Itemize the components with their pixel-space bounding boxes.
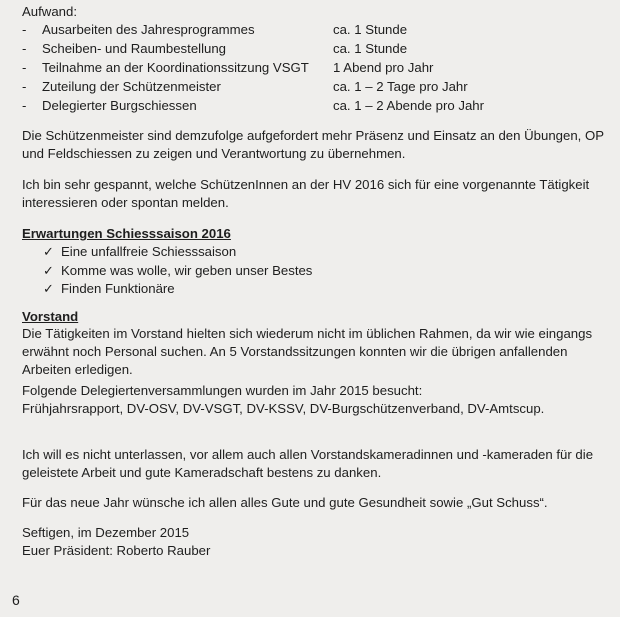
list-dash: - (22, 79, 27, 94)
board-heading: Vorstand (22, 309, 79, 324)
effort-task: Ausarbeiten des Jahresprogrammes (42, 22, 255, 37)
checkmark-icon: ✓ (43, 281, 55, 296)
effort-amount: ca. 1 – 2 Abende pro Jahr (333, 98, 485, 113)
delegates-list: Frühjahrsrapport, DV-OSV, DV-VSGT, DV-KSSV, DV-Burgschützenverband, DV-Amtscup. (22, 401, 545, 416)
paragraph-duty: Die Schützenmeister sind demzufolge aufgefordert mehr Präsenz und Einsatz an den Übungen, OP und Feldschiessen zu zeigen und Verantwortung zu übernehmen. (22, 128, 604, 161)
check-item (43, 243, 236, 261)
check-item (43, 280, 175, 298)
list-dash: - (22, 41, 27, 56)
effort-amount: ca. 1 Stunde (333, 22, 408, 37)
expectations-heading: Erwartungen Schiesssaison 2016 (22, 226, 231, 241)
paragraph-thanks: Ich will es nicht unterlassen, vor allem auch allen Vorstandskameradinnen und -kameraden für die geleistete Arbeit und gute Kameradschaft bestens zu danken. (22, 447, 594, 480)
effort-amount: ca. 1 Stunde (333, 41, 408, 56)
effort-title: Aufwand: (22, 4, 77, 19)
paragraph-curious: Ich bin sehr gespannt, welche SchützenInnen an der HV 2016 sich für eine vorgenannte Tätigkeit interessieren oder spontan melden. (22, 177, 590, 210)
check-item (43, 262, 312, 280)
check-item-label: Eine unfallfreie Schiesssaison (61, 244, 237, 259)
signature-place-date: Seftigen, im Dezember 2015 (22, 525, 190, 540)
check-item-label: Finden Funktionäre (61, 281, 175, 296)
checkmark-icon: ✓ (43, 263, 55, 278)
effort-task: Zuteilung der Schützenmeister (42, 79, 221, 94)
list-dash: - (22, 98, 27, 113)
check-item-label: Komme was wolle, wir geben unser Bestes (61, 263, 313, 278)
list-dash: - (22, 22, 27, 37)
list-dash: - (22, 60, 27, 75)
paragraph-board: Die Tätigkeiten im Vorstand hielten sich wiederum nicht im üblichen Rahmen, da wir wie eingangs erwähnt noch Personal suchen. An 5 Vorstandssitzungen konnten wir die übrigen anfallenden Arbeiten erledigen. (22, 326, 593, 377)
effort-amount: 1 Abend pro Jahr (333, 60, 434, 75)
effort-task: Delegierter Burgschiessen (42, 98, 197, 113)
effort-task: Scheiben- und Raumbestellung (42, 41, 227, 56)
effort-amount: ca. 1 – 2 Tage pro Jahr (333, 79, 468, 94)
page-number: 6 (12, 592, 20, 608)
delegates-intro: Folgende Delegiertenversammlungen wurden im Jahr 2015 besucht: (22, 383, 423, 398)
paragraph-wishes: Für das neue Jahr wünsche ich allen alles Gute und gute Gesundheit sowie „Gut Schuss“. (22, 495, 548, 510)
signature-author: Euer Präsident: Roberto Rauber (22, 543, 211, 558)
effort-task: Teilnahme an der Koordinationssitzung VSGT (42, 60, 309, 75)
checkmark-icon: ✓ (43, 244, 55, 259)
